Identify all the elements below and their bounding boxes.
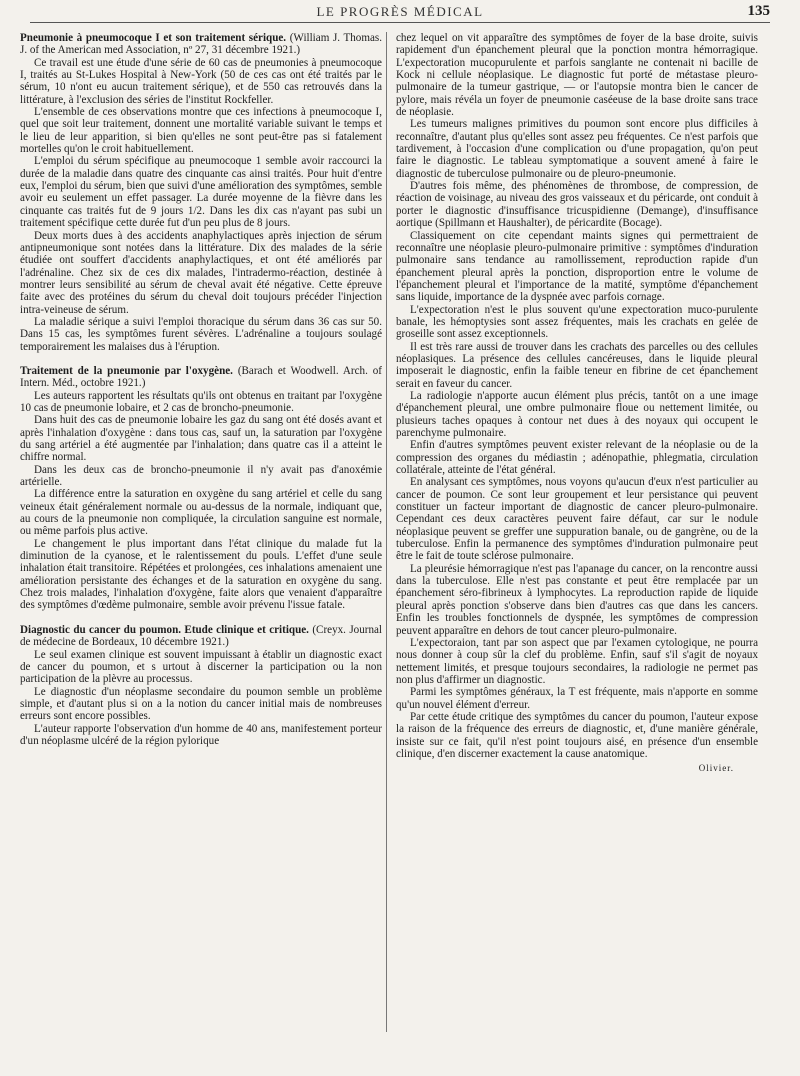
paragraph: L'auteur rapporte l'observation d'un homme de 40 ans, manifestement porteur d'un néoplasme ulcéré de la région pylorique [20,722,382,747]
running-header [30,4,770,22]
paragraph: Les tumeurs malignes primitives du poumon sont encore plus difficiles à reconnaître, d'autant plus qu'elles sont assez peu fréquentes. Ce n'est parfois que tardivement, à l'occasion d'une complication ou d'une propagation, qu'on peut faire le diagnostic. Le tableau symptomatique a souvent amené à faire le diagnostic de tuberculose pulmonaire ou de pleuro-pneumonie. [396,118,758,180]
header-rule [30,22,770,23]
left-column [20,32,382,747]
article-3-heading [20,624,382,649]
article-1-heading [20,32,382,57]
paragraph: La maladie sérique a suivi l'emploi thoracique du sérum dans 36 cas sur 50. Dans 15 cas, les symptômes furent sévères. L'adrénaline a toujours soulagé temporairement les malaises dus à l'éruption. [20,315,382,353]
paragraph: Le seul examen clinique est souvent impuissant à établir un diagnostic exact de cancer du poumon, et s urtout à discerner la participation ou la non participation de la plèvre au processus. [20,648,382,686]
paragraph: L'emploi du sérum spécifique au pneumocoque 1 semble avoir raccourci la durée de la maladie dans quatre des cinquante cas ainsi traités. Pour huit d'entre eux, l'emploi du sérum, bien que suivi d'une amélioration des symptômes, semble avoir eu seulement un effet passager. La durée moyenne de la fièvre dans les cinquante cas traités fut de 9 jours 1/2. Dans les dix cas n'ayant pas subi un traitement spécifique cette durée fut d'un peu plus de 8 jours. [20,155,383,230]
paragraph: Parmi les symptômes généraux, la T est fréquente, mais n'apporte en somme qu'un nouvel élément d'erreur. [396,686,758,711]
column-divider [386,32,387,1032]
paragraph: La radiologie n'apporte aucun élément plus précis, tantôt on a une image d'épanchement pleural, une ombre pulmonaire floue ou nettement limitée, ou plusieurs taches opaques à contour net dues à des noyaux qui occupent le parenchyme pulmonaire. [396,389,758,439]
paragraph: Ce travail est une étude d'une série de 60 cas de pneumonies à pneumocoque I, traités au St-Lukes Hospital à New-York (50 de ces cas ont été traités par le sérum, 10 n'ont eu aucun traitement sérique), et de 550 cas retrouvés dans la littérature, à l'exclusion des séries de l'institut Rockfeller. [20,56,382,106]
paragraph: Dans les deux cas de broncho-pneumonie il n'y avait pas d'anoxémie artérielle. [20,463,382,489]
article-2-reference: (Barach et Woodwell. Arch. of Intern. Méd., octobre 1921.) [20,364,382,390]
author-signature: Olivier. [698,763,734,774]
paragraph: Le diagnostic d'un néoplasme secondaire du poumon semble un problème simple, et d'autant plus si on a la notion du cancer initial mais de nombreuses erreurs sont encore possibles. [20,685,382,723]
paragraph: En analysant ces symptômes, nous voyons qu'aucun d'eux n'est particulier au cancer de poumon. Ce sont leur groupement et leur persistance qui peuvent constituer un facteur important de diagnostic de cancer pleuro-pulmonaire. Cependant ces deux caractères peuvent faire défaut, car sur le nodule néoplasique peuvent se greffer une suppuration banale, ou de gangrène, ou de la tuberculose. Enfin la permanence des symptômes d'induration pulmonaire peut être le fait de toute sclérose pulmonaire. [396,476,758,563]
paragraph: Dans huit des cas de pneumonie lobaire les gaz du sang ont été dosés avant et après l'inhalation d'oxygène : dans tous cas, sauf un, la saturation par l'oxygène du sang artériel a été augmentée par l'inhalation; dans quatre cas il a atteint le chiffre normal. [20,414,382,464]
paragraph: Enfin d'autres symptômes peuvent exister relevant de la néoplasie ou de la compression des organes du médiastin ; adénopathie, phlegmatia, circulation collatérale, atteinte de l'état général. [396,439,758,477]
paragraph: Le changement le plus important dans l'état clinique du malade fut la diminution de la cyanose, et le ralentissement du pouls. L'effet d'une seule inhalation était transitoire. Répétées et prolongées, ces inhalations amenaient une amélioration persistante des échanges et de la saturation en oxygène du sang. Chez trois malades, l'inhalation d'oxygène, faite alors que venaient d'apparaître des symptômes d'œdème pulmonaire, semble avoir prévenu l'issue fatale. [20,537,382,612]
article-2-title: Traitement de la pneumonie par l'oxygène. [20,364,233,377]
paragraph: D'autres fois même, des phénomènes de thrombose, de compression, de réaction de voisinage, au niveau des gros vaisseaux et du péricarde, ont conduit à porter le diagnostic d'insuffisance tricuspidienne (Demange), d'insuffisance aortique (Spillmann et Haushalter), de péricardite (Bocage). [396,180,758,230]
paragraph: chez lequel on vit apparaître des symptômes de foyer de la base droite, suivis rapidement d'un épanchement pleural que la ponction montra hémorragique. L'expectoration mucopurulente et parfois sanglante ne contenait ni bacille de Kock ni cellule néoplasique. Le diagnostic fut porté de métastase pleuro-pulmonaire de la tumeur gastrique, — or l'autopsie montra bien le cancer de pylore, mais révéla un foyer de pneumonie caséeuse de la base droite sans trace de néoplasie. [396,32,758,119]
paragraph: La différence entre la saturation en oxygène du sang artériel et celle du sang veineux était généralement normale ou au-dessus de la normale, indiquant que, au cours de la pneumonie non compliquée, la circulation sanguine est normale, ou même parfois plus active. [20,488,382,538]
paragraph: La pleurésie hémorragique n'est pas l'apanage du cancer, on la rencontre aussi dans la tuberculose. Elle n'est pas constante et peut être remplacée par un épanchement séro-fibrineux à lymphocytes. La reproduction rapide de liquide pleural après ponction s'observe dans bien d'autres cas que dans les cancers. Enfin les troubles fonctionnels de dyspnée, les symptômes de compression peuvent apparaître en dehors de tout cancer pleuro-pulmonaire. [396,562,758,637]
paragraph: Classiquement on cite cependant maints signes qui permettraient de reconnaître une néoplasie pleuro-pulmonaire primitive : symptômes d'induration pulmonaire sans tendance au ramollissement, reproduction rapide d'un épanchement pleural après la ponction, disproportion entre le volume de l'épanchement pleural et l'importance de la matité, symptôme d'épanchement sans liquide, importance de la dyspnée avec parfois cornage. [396,229,758,304]
article-1-reference: (William J. Thomas. J. of the American med Association, nº 27, 31 décembre 1921.) [20,32,382,57]
article-2-heading [20,365,382,390]
paragraph: Par cette étude critique des symptômes du cancer du poumon, l'auteur expose la raison de la fréquence des erreurs de diagnostic, et, d'une manière générale, insiste sur ce fait, qu'il n'est point toujours aisé, en présence d'un ensemble clinique, d'en discerner exactement la cause anatomique. [396,710,758,760]
paragraph: Les auteurs rapportent les résultats qu'ils ont obtenus en traitant par l'oxygène 10 cas de pneumonie lobaire, et 2 cas de broncho-pneumonie. [20,389,382,414]
journal-title: LE PROGRÈS MÉDICAL [316,4,484,19]
paragraph: L'expectoration n'est le plus souvent qu'une expectoration muco-purulente banale, les hémoptysies sont assez fréquentes, mais les crachats en gelée de groseille sont assez exceptionnels. [396,303,758,341]
paragraph: L'ensemble de ces observations montre que ces infections à pneumocoque I, quel que soit leur traitement, donnent une mortalité variable suivant le temps et le lieu de leur apparition, si bien qu'elles ne sont peut-être pas si fatalement mortelles qu'on le croit habituellement. [20,106,382,156]
article-3-title: Diagnostic du cancer du poumon. Etude clinique et critique. [20,623,309,636]
paragraph: Deux morts dues à des accidents anaphylactiques après injection de sérum antipneumonique sont notées dans la littérature. Dix des malades de la série étudiée ont souffert d'accidents anaphylactiques, et ont été améliorés par l'adrénaline. Chez six de ces dix malades, l'intradermo-réaction, destinée à montrer leurs sensibilité au sérum de cheval avait été négative. Cette épreuve faite avec des protéines du sérum du cheval doit toujours précéder l'injection intra-veineuse de sérum. [20,229,382,316]
page-number: 135 [747,3,770,19]
article-1-title: Pneumonie à pneumocoque I et son traitement sérique. [20,32,287,44]
paragraph: L'expectoraion, tant par son aspect que par l'examen cytologique, ne pourra nous donner à coup sûr la clef du problème. Enfin, sauf s'il s'agit de noyaux nettement limités, et presque toujours secondaires, la radiologie ne permet pas non plus d'affirmer un diagnostic. [396,636,758,686]
right-column [396,32,758,775]
article-3-reference: (Creyx. Journal de médecine de Bordeaux, 10 décembre 1921.) [20,623,382,649]
paragraph: Il est très rare aussi de trouver dans les crachats des parcelles ou des cellules néoplasiques. La présence des cellules cancéreuses, dans le liquide pleural imposerait le diagnostic, enfin la faible teneur en fibrine de cet épanchement serait en faveur du cancer. [396,340,758,390]
